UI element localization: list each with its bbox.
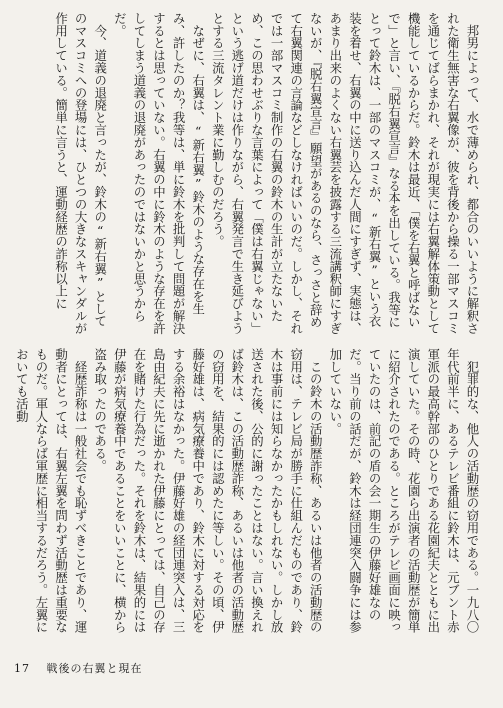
paragraph: 経歴詐称は一般社会でも恥ずべきことであり、運動者にとっては、右翼左翼を問わず活動歴は重要なものだ。軍人ならば軍歴に相当するだろう。左翼においても活動 — [14, 348, 89, 634]
paragraph: 今、道義の退廃と言ったが、鈴木の“新右翼”としてのマスコミへの登場には、ひとつの大きなスキャンダルが作用している。簡単に言うと、運動経歴の詐称以上に — [53, 12, 108, 335]
paragraph: この鈴木の活動歴詐称、あるいは他者の活動歴の窃用は、テレビ局が勝手に仕組んだものであり、鈴木は事前には知らなかったかもしれない。しかし放送された後、公的に謝ったことはない。言い換えれば鈴木は、この活動歴詐称、あるいは他者の活動歴の窃用を、結果的には認めたに等しい。その頃、伊藤好雄は、病気療養中であり、鈴木に対する対応をする余裕はなかった。伊藤好雄の経団連突入は、三島由紀夫に先に逝かれた伊藤にとっては、自己の存在を賭けた行為だった。それを鈴木は、結果的には伊藤が病気療養中であることをいいことに、横から盗み取ったのである。 — [92, 348, 324, 634]
running-title: 戦後の右翼と現在 — [46, 662, 143, 675]
paragraph: 犯罪的な、他人の活動歴の窃用である。一九八〇年代前半に、あるテレビ番組に鈴木は、元ブント赤軍派の最高幹部のひとりである花園紀夫とともに出演していた。その時、花園ら出演者の活動歴が簡単に紹介されたのである。ところがテレビ画面に映っていたのは、前記の盾の会一期生の伊藤好雄なのだ。当り前の話だが、鈴木は経団連突入闘争には参加していない。 — [327, 348, 480, 634]
paragraph: なぜに、右翼は、“新右翼”鈴木のような存在を生み、許したのか？我等は、単に鈴木を批判して問題が解決するとは思っていない。右翼の中に鈴木のような存在を許してしまう道義の退廃があったのではないかと思うからだ。 — [112, 12, 206, 335]
upper-text-block — [26, 12, 482, 335]
page-footer — [14, 660, 143, 676]
lower-text-block — [14, 348, 482, 634]
paragraph: 邦男によって、水で薄められ、都合のいいように解釈された衛生無害な右翼像が、彼を背後から操る一部マスコミを通じてばらまかれ、それが現実には右翼解体策動として機能しているからだ。鈴木は最近、「僕を右翼と呼ばないで」と言い、『脱右翼宣言』なる本を出している。我等にとって鈴木は、一部のマスコミが、“新右翼”という衣装を着せ、右翼の中に送り込んだ人間にすぎず、実態は、あまり出来のよくない右翼芸を披露する三流講釈師にすぎないが、『脱右翼宣言』願望があるのなら、さっさと辞めて右翼関連の言論などしなければいいのだ。しかし、それでは一部マスコミ制作の右翼の鈴木の生計が立たないため、この思わせぶりな言葉によって「僕は右翼じゃない」という逃げ道だけは作りながら、右翼発言で生き延びようとする三流タレント業に勤しむのだろう。 — [210, 12, 480, 335]
page-number: 17 — [14, 662, 30, 675]
